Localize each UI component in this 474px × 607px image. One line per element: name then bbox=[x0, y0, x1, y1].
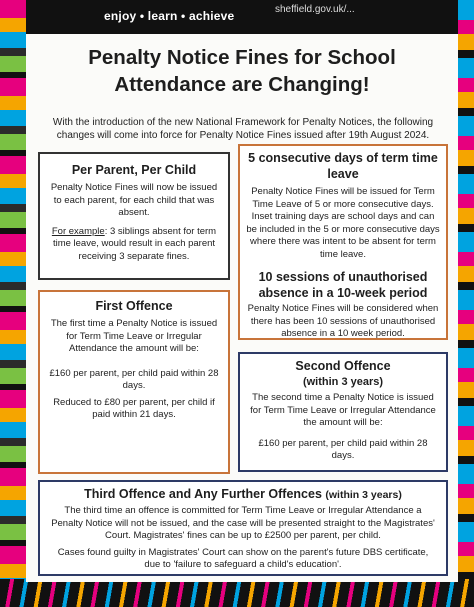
title-line-2: Attendance are Changing! bbox=[114, 73, 370, 96]
per-parent-box bbox=[38, 152, 230, 280]
example-label: For example bbox=[51, 225, 105, 237]
third-offence-box bbox=[38, 480, 448, 576]
second-offence-amount: £160 per parent, per child paid within 28 days. bbox=[258, 437, 428, 461]
first-offence-heading: First Offence bbox=[95, 299, 173, 313]
title-line-1: Penalty Notice Fines for School bbox=[88, 46, 396, 69]
third-offence-text: The third time an offence is committed for Term Time Leave or Irregular Attendance a Penalty Notice will not be issued, and the case will be presented straight to the Magistrates' Court. Magistrates' fines can be up to £2500 per parent, per child. bbox=[51, 505, 435, 541]
second-offence-heading: Second Offence bbox=[295, 359, 391, 373]
first-offence-amount: £160 per parent, per child paid within 28 days. bbox=[49, 367, 219, 391]
tagline: enjoy • learn • achieve bbox=[104, 9, 235, 23]
per-parent-example bbox=[48, 226, 220, 264]
consecutive-days-box bbox=[238, 144, 448, 340]
second-offence-box bbox=[238, 352, 448, 472]
consecutive-days-text: Penalty Notice Fines will be issued for Term Time Leave of 5 or more consecutive days. Inset training days are school days and can be included in the 5 or more consecutive days where there was intent to be absent for term time leave. bbox=[246, 186, 440, 260]
poster bbox=[26, 34, 458, 582]
first-offence-reduced-amount: Reduced to £80 per parent, per child if paid within 21 days. bbox=[53, 396, 215, 420]
intro-text: With the introduction of the new National Framework for Penalty Notices, the following changes will come into force for Penalty Notice Fines issued after 19th August 2024. bbox=[52, 117, 434, 141]
first-offence-box bbox=[38, 290, 230, 474]
decorative-border-left bbox=[0, 0, 26, 607]
example-text: : 3 siblings absent for term time leave, would result in each parent receiving 3 separate fines. bbox=[52, 225, 217, 262]
decorative-border-bottom bbox=[0, 579, 474, 607]
first-offence-text: The first time a Penalty Notice is issued for Term Time Leave or Irregular Attendance the amount will be: bbox=[50, 318, 218, 354]
second-offence-subheading: (within 3 years) bbox=[302, 376, 384, 388]
unauthorised-absence-text: Penalty Notice Fines will be considered when there has been 10 sessions of unauthorised absence in a 10 week period. bbox=[247, 303, 439, 339]
third-offence-title: Third Offence and Any Further Offences bbox=[84, 487, 322, 501]
per-parent-heading: Per Parent, Per Child bbox=[71, 163, 197, 177]
page-title bbox=[26, 44, 458, 98]
decorative-border-right bbox=[458, 0, 474, 607]
dbs-warning-text: Cases found guilty in Magistrates' Court can show on the parent's future DBS certificate, due to 'failure to safeguard a child's education'. bbox=[57, 546, 429, 570]
second-offence-text: The second time a Penalty Notice is issued for Term Time Leave or Irregular Attendance the amount will be: bbox=[250, 392, 436, 428]
unauthorised-absence-heading: 10 sessions of unauthorised absence in a 10-week period bbox=[258, 270, 428, 300]
header-bar bbox=[0, 0, 474, 34]
third-offence-heading bbox=[50, 486, 436, 503]
consecutive-days-heading: 5 consecutive days of term time leave bbox=[248, 151, 438, 181]
website-url: sheffield.gov.uk/... bbox=[275, 4, 355, 15]
third-offence-title-suffix: (within 3 years) bbox=[325, 489, 402, 501]
per-parent-text: Penalty Notice Fines will now be issued to each parent, for each child that was absent. bbox=[50, 182, 218, 218]
